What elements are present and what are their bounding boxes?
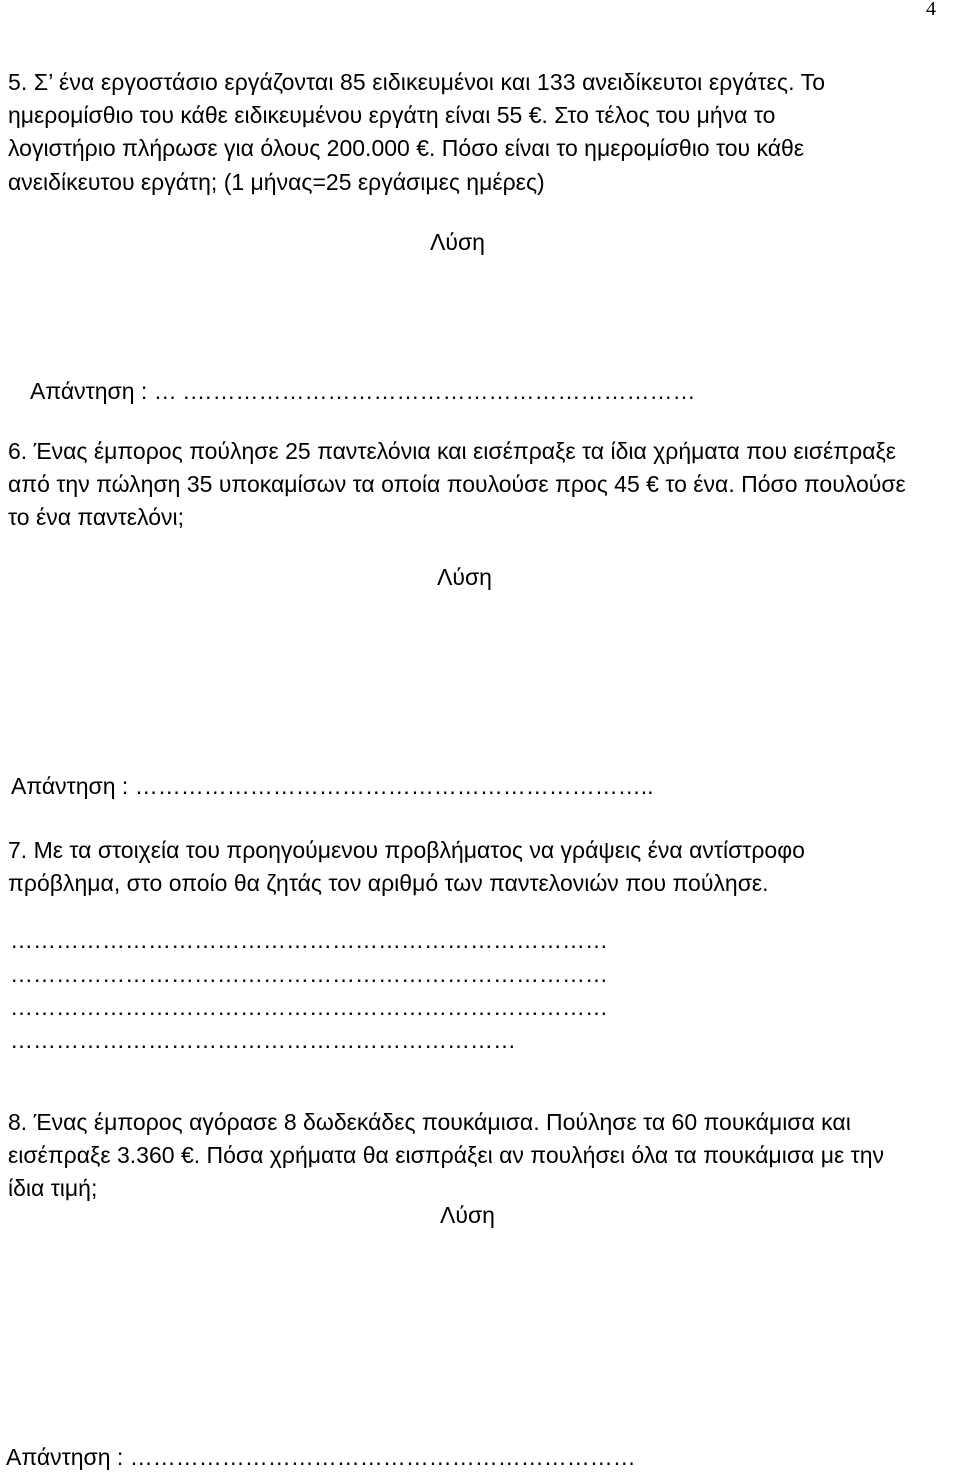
problem-6-solution-label: Λύση: [437, 564, 492, 590]
problem-7-dotted-line-1: ……………………………………………………………………: [10, 927, 608, 953]
problem-5-line-3: λογιστήριο πλήρωσε για όλους 200.000 €. Πόσο είναι το ημερομίσθιο του κάθε: [8, 135, 805, 161]
problem-6-answer-line: Απάντηση : …………………………………………………………..: [11, 773, 654, 799]
problem-6-line-3: το ένα παντελόνι;: [8, 504, 185, 530]
problem-5-line-4: ανειδίκευτου εργάτη; (1 μήνας=25 εργάσιμες ημέρες): [8, 169, 545, 195]
problem-5-line-1: 5. Σ’ ένα εργοστάσιο εργάζονται 85 ειδικευμένοι και 133 ανειδίκευτοι εργάτες. Το: [8, 69, 826, 95]
problem-6-line-1: 6. Ένας έμπορος πούλησε 25 παντελόνια και εισέπραξε τα ίδια χρήματα που εισέπραξε: [8, 438, 897, 464]
problem-5-line-2: ημερομίσθιο του κάθε ειδικευμένου εργάτη είναι 55 €. Στο τέλος του μήνα το: [8, 102, 776, 128]
problem-7-dotted-line-3: ……………………………………………………………………: [10, 994, 608, 1020]
problem-6-line-2: από την πώληση 35 υποκαμίσων τα οποία πουλούσε προς 45 € το ένα. Πόσο πουλούσε: [8, 471, 906, 497]
problem-7-dotted-line-4: …………………………………………………………: [10, 1027, 516, 1053]
problem-8-line-1: 8. Ένας έμπορος αγόρασε 8 δωδεκάδες πουκάμισα. Πούλησε τα 60 πουκάμισα και: [8, 1109, 851, 1135]
problem-7-dotted-line-2: ……………………………………………………………………: [10, 961, 608, 987]
problem-8-line-2: εισέπραξε 3.360 €. Πόσα χρήματα θα εισπράξει αν πουλήσει όλα τα πουκάμισα με την: [8, 1142, 885, 1168]
problem-5-solution-label: Λύση: [430, 229, 485, 255]
problem-8-answer-line: Απάντηση : …………………………………………………………: [6, 1444, 636, 1470]
problem-7-line-1: 7. Με τα στοιχεία του προηγούμενου προβλήματος να γράψεις ένα αντίστροφο: [8, 837, 805, 863]
problem-8-solution-label: Λύση: [440, 1202, 495, 1228]
page-number: 4: [926, 0, 936, 20]
problem-5-answer-line: Απάντηση : … .…………………………………………………………: [30, 378, 696, 404]
problem-7-line-2: πρόβλημα, στο οποίο θα ζητάς τον αριθμό των παντελονιών που πούλησε.: [8, 870, 769, 896]
problem-8-line-3: ίδια τιμή;: [8, 1175, 98, 1201]
